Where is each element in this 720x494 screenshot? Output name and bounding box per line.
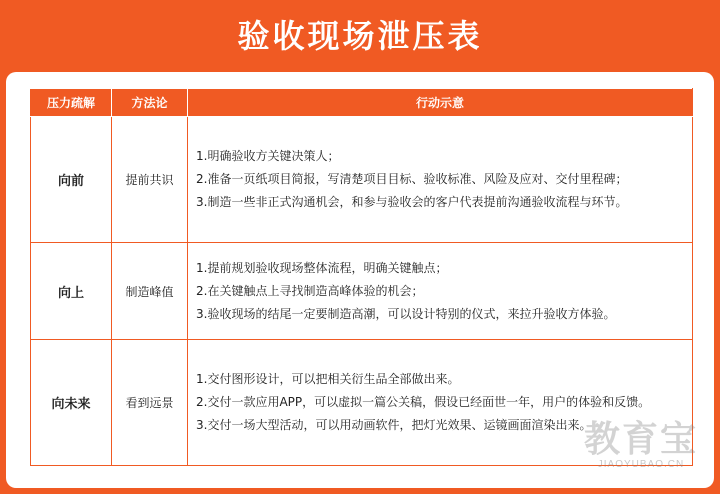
action-item: 1.提前规划验收现场整体流程，明确关键触点；: [196, 260, 448, 275]
actions-cell: [188, 243, 693, 340]
table-row: [31, 117, 693, 243]
watermark-logo: [584, 421, 698, 470]
action-item: 3.交付一场大型活动，可以用动画软件，把灯光效果、运镜画面渲染出来。: [196, 418, 592, 432]
method-cell: 看到远景: [112, 340, 188, 466]
action-item: 2.准备一页纸项目简报，写清楚项目目标、验收标准、风险及应对、交付里程碑；: [196, 172, 628, 186]
action-item: 3.验收现场的结尾一定要制造高潮，可以设计特别的仪式，来拉升验收方体验。: [196, 306, 616, 321]
table-row: [31, 243, 693, 340]
direction-cell: 向前: [31, 117, 112, 243]
watermark-url: JIAOYUBAO.CN: [597, 459, 685, 470]
header-methodology: 方法论: [112, 89, 188, 117]
header-action: 行动示意: [188, 89, 693, 117]
direction-cell: 向上: [31, 243, 112, 340]
action-item: 2.交付一款应用APP，可以虚拟一篇公关稿，假设已经面世一年，用户的体验和反馈。: [196, 395, 651, 409]
method-cell: 提前共识: [112, 117, 188, 243]
action-item: 2.在关键触点上寻找制造高峰体验的机会；: [196, 283, 424, 298]
actions-cell: [188, 117, 693, 243]
title-bar: [0, 0, 720, 74]
page-title: 验收现场泄压表: [237, 17, 483, 55]
action-item: 3.制造一些非正式沟通机会，和参与验收会的客户代表提前沟通验收流程与环节。: [196, 195, 628, 209]
table-header-row: [31, 89, 693, 117]
pressure-table: [30, 88, 693, 466]
direction-cell: 向未来: [31, 340, 112, 466]
watermark-text: 教育宝: [583, 419, 698, 460]
action-item: 1.明确验收方关键决策人；: [196, 149, 340, 163]
header-pressure-relief: 压力疏解: [31, 89, 112, 117]
content-panel: [6, 72, 714, 488]
method-cell: 制造峰值: [112, 243, 188, 340]
action-item: 1.交付图形设计，可以把相关衍生品全部做出来。: [196, 372, 460, 386]
